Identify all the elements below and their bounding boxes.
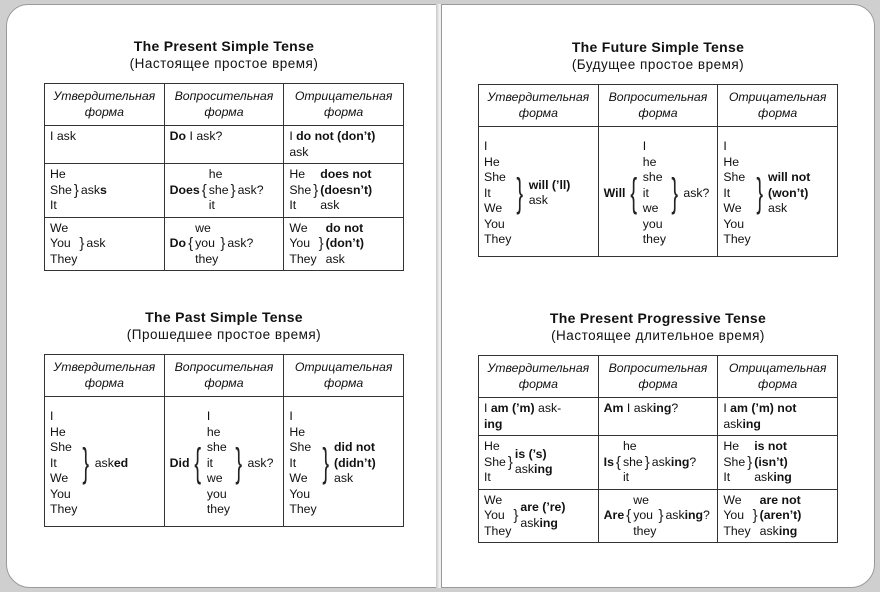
text: you (633, 508, 654, 522)
text: They (289, 251, 317, 266)
table-row (479, 436, 838, 490)
text: ask (520, 515, 540, 530)
text: We (50, 471, 69, 485)
past-simple-section (44, 309, 404, 527)
right-brace: } (82, 440, 90, 485)
text: am (’m) (490, 401, 535, 415)
text: he (622, 439, 637, 453)
future-simple-title: The Future Simple Tense (571, 39, 745, 55)
text: It (723, 470, 731, 484)
header-affirmative: Утвердительная форма (479, 85, 599, 127)
text: I (642, 139, 647, 153)
text: ing (539, 515, 558, 530)
text: I (50, 129, 54, 143)
text: You (50, 236, 71, 250)
cell-affirmative (479, 436, 599, 490)
text: I (626, 401, 631, 415)
future-simple-subtitle: (Будущее простое время) (571, 57, 745, 72)
table-row (45, 217, 404, 271)
cell-negative (284, 217, 404, 271)
text: she (208, 182, 229, 197)
cell-question (164, 164, 284, 218)
text: I (723, 139, 727, 153)
left-brace: { (188, 235, 194, 253)
text: it (208, 198, 215, 212)
text: ing (778, 523, 798, 538)
right-brace: } (671, 170, 679, 215)
text: ask (334, 471, 354, 485)
right-brace: } (220, 235, 226, 253)
cell-question (164, 397, 284, 527)
text: am (’m) not (730, 401, 797, 415)
text: will (’ll) (528, 177, 571, 192)
right-brace: } (752, 507, 758, 525)
text: Is (603, 454, 614, 469)
left-brace: { (201, 181, 207, 199)
text: It (289, 198, 297, 212)
cell-negative (284, 164, 404, 218)
cell-question (598, 489, 718, 543)
text: ing (742, 416, 761, 431)
text: It (289, 455, 297, 470)
text: We (723, 492, 742, 507)
text: they (633, 523, 657, 538)
text: they (195, 251, 219, 266)
text: She (723, 454, 746, 469)
text: do not (don’t) (296, 129, 376, 143)
cell-affirmative (45, 126, 165, 164)
text: ask (723, 416, 743, 431)
text: is not (isn’t) (754, 439, 788, 469)
present-simple-section (44, 38, 404, 271)
text: he (206, 424, 221, 439)
cell-affirmative (45, 217, 165, 271)
header-negative: Отрицательная форма (284, 84, 404, 126)
header-question: Вопросительная форма (598, 85, 718, 127)
table-row (479, 127, 838, 257)
cell-negative (284, 397, 404, 527)
future-simple-table (478, 84, 838, 257)
text: ? (703, 508, 710, 522)
text: ing (534, 462, 553, 477)
present-progressive-title: The Present Progressive Tense (549, 310, 767, 326)
text: are (’re) (520, 500, 566, 515)
text: ask (325, 251, 345, 266)
cell-negative (284, 126, 404, 164)
header-affirmative: Утвердительная форма (479, 356, 599, 398)
cell-affirmative (45, 397, 165, 527)
text: Are (603, 508, 625, 522)
right-brace: } (658, 507, 664, 525)
text: ing (652, 401, 672, 415)
text: ask? (237, 182, 264, 197)
text: we (206, 471, 223, 485)
present-simple-title: The Present Simple Tense (133, 38, 315, 54)
right-brace: } (507, 453, 513, 471)
text: ask- (538, 401, 562, 415)
text: We (289, 220, 308, 235)
text: It (723, 185, 731, 200)
text: It (484, 185, 491, 200)
cell-negative (718, 489, 838, 543)
text: he (208, 167, 223, 181)
text: do not (don’t) (325, 220, 364, 250)
table-row (479, 489, 838, 543)
text: They (50, 502, 78, 516)
text: she (622, 454, 643, 469)
text: You (289, 486, 311, 501)
text: I (289, 129, 293, 143)
text: ask? (196, 129, 223, 143)
text: ing (484, 416, 503, 431)
text: We (289, 471, 308, 485)
text: she (206, 440, 227, 454)
text: ask (754, 470, 774, 484)
text: He (50, 424, 66, 439)
text: she (642, 170, 663, 184)
present-progressive-table (478, 355, 838, 543)
present-progressive-subtitle: (Настоящее длительное время) (551, 328, 765, 343)
table-row (45, 164, 404, 218)
future-simple-section (478, 39, 838, 257)
header-negative: Отрицательная форма (718, 356, 838, 398)
right-brace: } (747, 453, 753, 471)
header-negative: Отрицательная форма (284, 355, 404, 397)
text: ing (684, 508, 704, 522)
cell-negative (718, 398, 838, 436)
text: It (50, 198, 57, 212)
text: It (484, 470, 491, 484)
text: ask (94, 455, 114, 470)
left-brace: { (630, 170, 638, 215)
right-brace: } (755, 170, 763, 215)
right-brace: } (516, 170, 524, 215)
right-brace: } (230, 181, 236, 199)
table-row (45, 397, 404, 527)
text: I (723, 401, 727, 415)
text: they (642, 232, 667, 246)
text: You (50, 486, 71, 501)
text: They (289, 502, 317, 516)
text: does not (doesn’t) (320, 167, 373, 197)
cell-affirmative (479, 489, 599, 543)
text: I (289, 409, 293, 423)
present-simple-subtitle: (Настоящее простое время) (129, 56, 319, 71)
past-simple-subtitle: (Прошедшее простое время) (126, 327, 322, 342)
cell-negative (718, 127, 838, 257)
text: I (206, 409, 211, 423)
cell-question (598, 398, 718, 436)
text: ask (651, 454, 671, 469)
text: is (’s) (514, 446, 547, 461)
cell-question (164, 126, 284, 164)
text: Did (169, 455, 190, 470)
cell-question (164, 217, 284, 271)
cell-affirmative (479, 398, 599, 436)
text: She (50, 440, 72, 454)
left-brace: { (626, 507, 632, 525)
text: They (723, 523, 751, 538)
table-row (479, 398, 838, 436)
text: I (484, 401, 488, 415)
text: Do (169, 236, 187, 250)
text: ask (665, 508, 685, 522)
text: She (289, 182, 312, 197)
text: ask (633, 401, 653, 415)
text: ? (671, 401, 679, 415)
text: s (100, 182, 107, 197)
text: He (289, 167, 306, 181)
cell-question (598, 436, 718, 490)
text: I (484, 139, 488, 153)
text: We (50, 220, 69, 235)
text: ask (80, 182, 101, 197)
text: He (50, 167, 66, 181)
text: They (484, 523, 512, 538)
left-brace: { (194, 440, 202, 485)
text: ask (56, 129, 76, 143)
text: He (484, 154, 500, 169)
text: ask? (227, 236, 254, 250)
text: Will (603, 185, 626, 200)
text: it (642, 185, 649, 200)
right-brace: } (513, 507, 519, 525)
right-brace: } (318, 235, 324, 253)
text: We (723, 201, 742, 215)
text: we (195, 220, 211, 235)
text: ask (320, 198, 340, 212)
text: are not (aren’t) (759, 492, 802, 522)
right-brace: } (73, 181, 79, 199)
text: we (642, 201, 659, 215)
text: They (50, 251, 78, 266)
text: You (723, 508, 745, 522)
text: They (484, 232, 512, 246)
left-brace: { (615, 453, 621, 471)
right-brace: } (235, 440, 243, 485)
text: ask (759, 523, 779, 538)
text: You (484, 508, 505, 522)
cell-affirmative (45, 164, 165, 218)
past-simple-table (44, 354, 404, 527)
text: he (642, 154, 657, 169)
text: She (484, 454, 506, 469)
text: ask? (683, 185, 710, 200)
text: He (723, 154, 740, 169)
text: He (723, 439, 740, 453)
right-brace: } (321, 440, 329, 485)
header-question: Вопросительная форма (164, 84, 284, 126)
header-question: Вопросительная форма (598, 356, 718, 398)
text: It (50, 455, 57, 470)
text: He (289, 424, 306, 439)
present-progressive-section (478, 310, 838, 543)
text: She (723, 170, 746, 184)
header-affirmative: Утвердительная форма (45, 84, 165, 126)
text: ing (670, 454, 690, 469)
text: Do (169, 129, 187, 143)
text: you (195, 236, 215, 250)
text: they (206, 502, 231, 516)
text: She (289, 440, 312, 454)
text: we (633, 492, 649, 507)
present-simple-table (44, 83, 404, 271)
text: We (484, 492, 503, 507)
cell-question (598, 127, 718, 257)
text: She (50, 182, 72, 197)
text: He (484, 439, 500, 453)
text: ask (768, 201, 788, 215)
text: ? (689, 454, 697, 469)
text: it (622, 470, 630, 484)
text: it (206, 455, 213, 470)
text: You (289, 236, 311, 250)
right-brace: } (79, 235, 85, 253)
table-row (45, 126, 404, 164)
header-negative: Отрицательная форма (718, 85, 838, 127)
text: ask? (247, 455, 274, 470)
right-brace: } (313, 181, 319, 199)
text: ask (86, 236, 106, 250)
text: you (642, 216, 663, 231)
text: She (484, 170, 506, 184)
text: ed (113, 455, 129, 470)
text: ask (514, 462, 535, 477)
header-affirmative: Утвердительная форма (45, 355, 165, 397)
cell-negative (718, 436, 838, 490)
text: They (723, 232, 751, 246)
text: We (484, 201, 503, 215)
right-brace: } (644, 453, 650, 471)
text: Does (169, 182, 200, 197)
text: will not (won’t) (768, 170, 811, 200)
text: You (723, 216, 745, 231)
text: you (206, 486, 227, 501)
text: I (50, 409, 54, 423)
cell-affirmative (479, 127, 599, 257)
text: ask (528, 193, 548, 208)
text: ing (773, 470, 792, 484)
header-question: Вопросительная форма (164, 355, 284, 397)
text: I (189, 129, 193, 143)
past-simple-title: The Past Simple Tense (145, 309, 303, 325)
text: did not (didn’t) (334, 440, 376, 470)
text: You (484, 216, 505, 231)
text: Am (603, 401, 624, 415)
text: ask (289, 144, 309, 159)
